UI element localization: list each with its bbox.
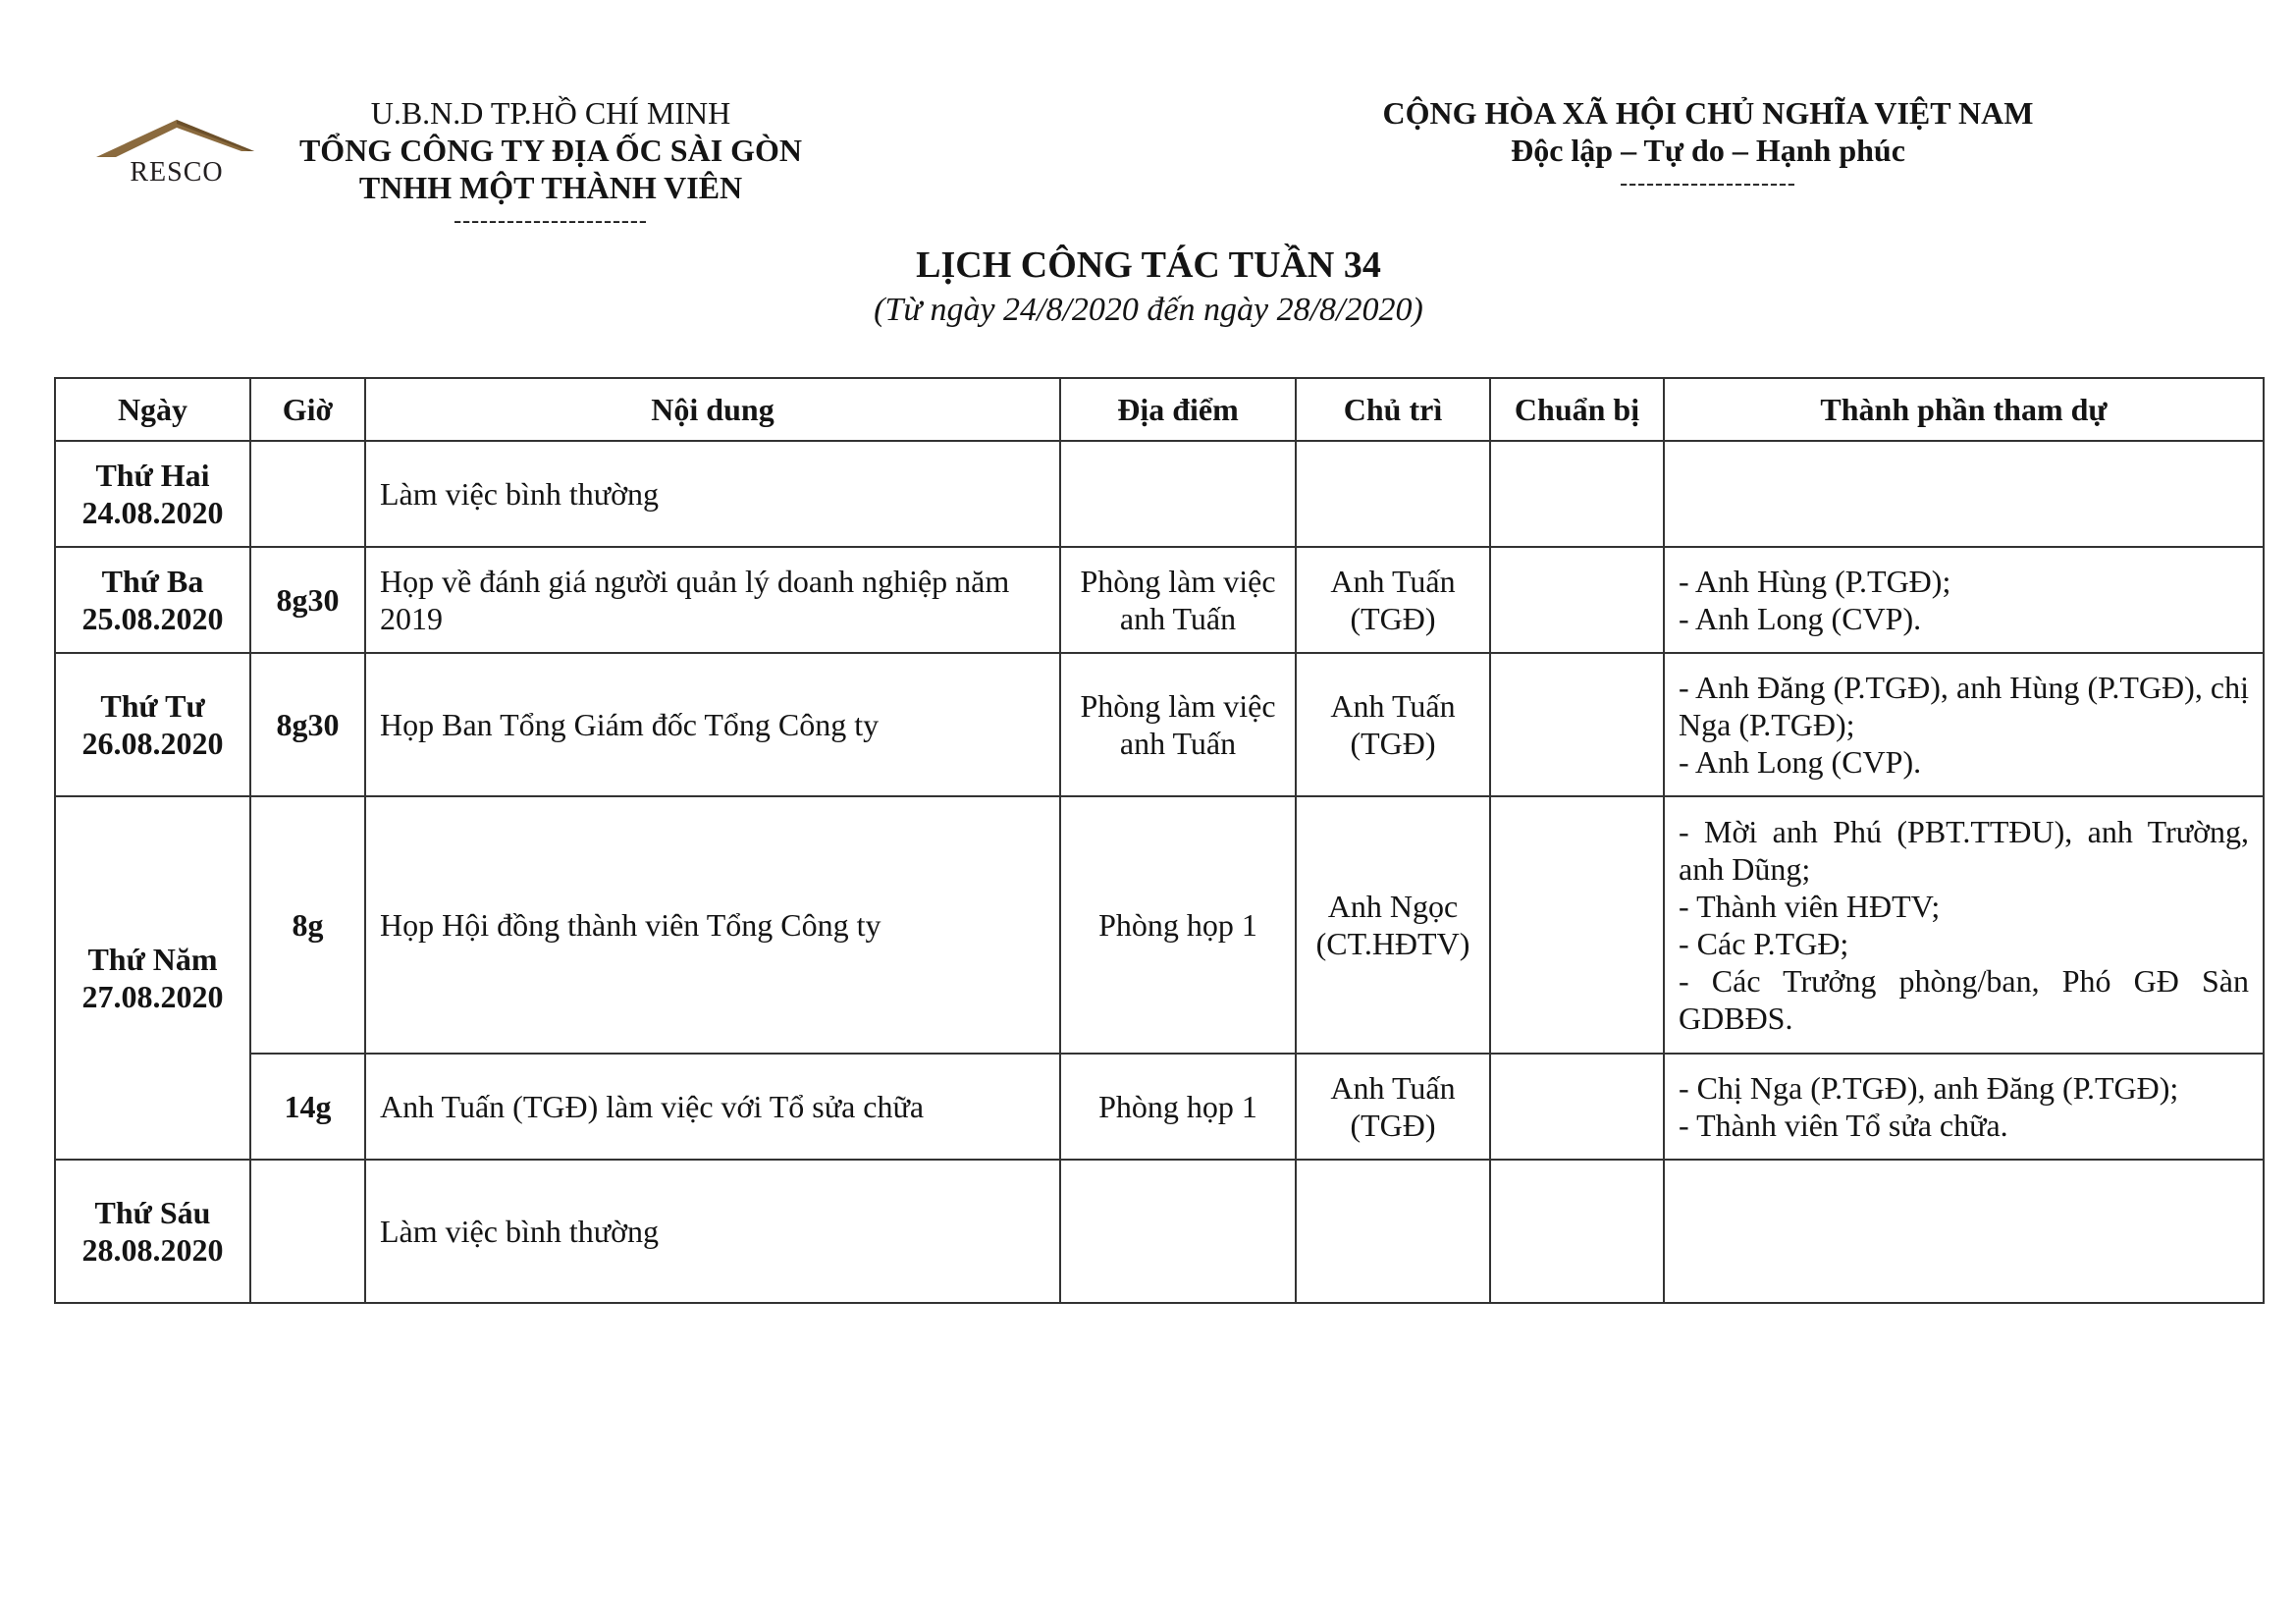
resco-logo <box>94 114 256 188</box>
day-cell <box>55 1160 250 1303</box>
table-row <box>55 653 2264 796</box>
day-name: Thứ Tư <box>100 688 205 724</box>
schedule-table <box>54 377 2265 1304</box>
attendee-line: - Anh Long (CVP). <box>1679 601 1922 636</box>
document-title-block <box>589 242 1708 332</box>
national-motto: Độc lập – Tự do – Hạnh phúc <box>1511 133 1905 168</box>
table-row <box>55 1054 2264 1160</box>
location-cell: Phòng làm việc anh Tuấn <box>1060 653 1296 796</box>
time-cell: 14g <box>250 1054 365 1160</box>
table-row <box>55 796 2264 1054</box>
day-date: 26.08.2020 <box>81 726 224 761</box>
location-cell: Phòng làm việc anh Tuấn <box>1060 547 1296 653</box>
time-cell: 8g30 <box>250 653 365 796</box>
prep-cell <box>1490 653 1664 796</box>
location-cell: Phòng họp 1 <box>1060 1054 1296 1160</box>
day-name: Thứ Năm <box>87 942 218 977</box>
content-cell: Anh Tuấn (TGĐ) làm việc với Tổ sửa chữa <box>365 1054 1060 1160</box>
national-header <box>1306 94 2110 198</box>
day-name: Thứ Ba <box>101 564 204 599</box>
attendee-line: - Thành viên HĐTV; <box>1679 889 1941 924</box>
attendee-line: - Chị Nga (P.TGĐ), anh Đăng (P.TGĐ); <box>1679 1070 2179 1106</box>
day-date: 27.08.2020 <box>81 979 224 1014</box>
header-prep: Chuẩn bị <box>1490 378 1664 441</box>
content-cell: Họp Hội đồng thành viên Tổng Công ty <box>365 796 1060 1054</box>
day-cell <box>55 653 250 796</box>
header-day: Ngày <box>55 378 250 441</box>
right-divider: -------------------- <box>1620 171 1796 196</box>
attendee-line: - Mời anh Phú (PBT.TTĐU), anh Trường, anh Dũng; <box>1679 814 2249 887</box>
attendees-cell <box>1664 441 2264 547</box>
day-cell <box>55 796 250 1160</box>
chair-cell: Anh Tuấn (TGĐ) <box>1296 1054 1490 1160</box>
content-cell: Họp về đánh giá người quản lý doanh nghiệp năm 2019 <box>365 547 1060 653</box>
attendee-line: - Anh Long (CVP). <box>1679 744 1922 780</box>
company-name: TỔNG CÔNG TY ĐỊA ỐC SÀI GÒN <box>298 133 803 168</box>
attendees-cell <box>1664 1160 2264 1303</box>
content-cell: Họp Ban Tổng Giám đốc Tổng Công ty <box>365 653 1060 796</box>
location-cell <box>1060 441 1296 547</box>
header-content: Nội dung <box>365 378 1060 441</box>
header-location: Địa điểm <box>1060 378 1296 441</box>
time-cell: 8g <box>250 796 365 1054</box>
prep-cell <box>1490 547 1664 653</box>
attendee-line: - Anh Đăng (P.TGĐ), anh Hùng (P.TGĐ), chị Nga (P.TGĐ); <box>1679 670 2249 742</box>
authority-name: U.B.N.D TP.HỒ CHÍ MINH <box>370 95 731 131</box>
content-cell: Làm việc bình thường <box>365 1160 1060 1303</box>
table-row <box>55 1160 2264 1303</box>
content-cell: Làm việc bình thường <box>365 441 1060 547</box>
attendee-line: - Thành viên Tổ sửa chữa. <box>1679 1108 2008 1143</box>
prep-cell <box>1490 1054 1664 1160</box>
time-cell <box>250 441 365 547</box>
attendee-line: - Anh Hùng (P.TGĐ); <box>1679 564 1951 599</box>
day-name: Thứ Hai <box>95 458 210 493</box>
chair-cell <box>1296 1160 1490 1303</box>
prep-cell <box>1490 1160 1664 1303</box>
organization-header <box>94 94 840 251</box>
chair-cell: Anh Tuấn (TGĐ) <box>1296 547 1490 653</box>
company-type: TNHH MỘT THÀNH VIÊN <box>358 170 743 205</box>
day-name: Thứ Sáu <box>94 1195 211 1230</box>
attendees-cell <box>1664 796 2264 1054</box>
country-name: CỘNG HÒA XÃ HỘI CHỦ NGHĨA VIỆT NAM <box>1382 95 2034 131</box>
location-cell: Phòng họp 1 <box>1060 796 1296 1054</box>
left-divider: ---------------------- <box>454 208 648 234</box>
chair-cell: Anh Ngọc (CT.HĐTV) <box>1296 796 1490 1054</box>
header-attendees: Thành phần tham dự <box>1664 378 2264 441</box>
day-date: 24.08.2020 <box>81 495 224 530</box>
time-cell <box>250 1160 365 1303</box>
day-date: 25.08.2020 <box>81 601 224 636</box>
attendee-line: - Các P.TGĐ; <box>1679 926 1849 961</box>
roof-icon <box>94 114 256 163</box>
table-row <box>55 547 2264 653</box>
table-row <box>55 441 2264 547</box>
attendees-cell <box>1664 1054 2264 1160</box>
header-time: Giờ <box>250 378 365 441</box>
chair-cell <box>1296 441 1490 547</box>
table-header-row <box>55 378 2264 441</box>
day-cell <box>55 547 250 653</box>
header-chair: Chủ trì <box>1296 378 1490 441</box>
attendees-cell <box>1664 653 2264 796</box>
attendees-cell <box>1664 547 2264 653</box>
day-cell <box>55 441 250 547</box>
prep-cell <box>1490 796 1664 1054</box>
attendee-line: - Các Trưởng phòng/ban, Phó GĐ Sàn GDBĐS. <box>1679 963 2249 1036</box>
time-cell: 8g30 <box>250 547 365 653</box>
document-subtitle: (Từ ngày 24/8/2020 đến ngày 28/8/2020) <box>874 292 1423 328</box>
day-date: 28.08.2020 <box>81 1232 224 1268</box>
chair-cell: Anh Tuấn (TGĐ) <box>1296 653 1490 796</box>
document-title: LỊCH CÔNG TÁC TUẦN 34 <box>916 244 1381 286</box>
location-cell <box>1060 1160 1296 1303</box>
logo-text: RESCO <box>130 157 224 188</box>
prep-cell <box>1490 441 1664 547</box>
